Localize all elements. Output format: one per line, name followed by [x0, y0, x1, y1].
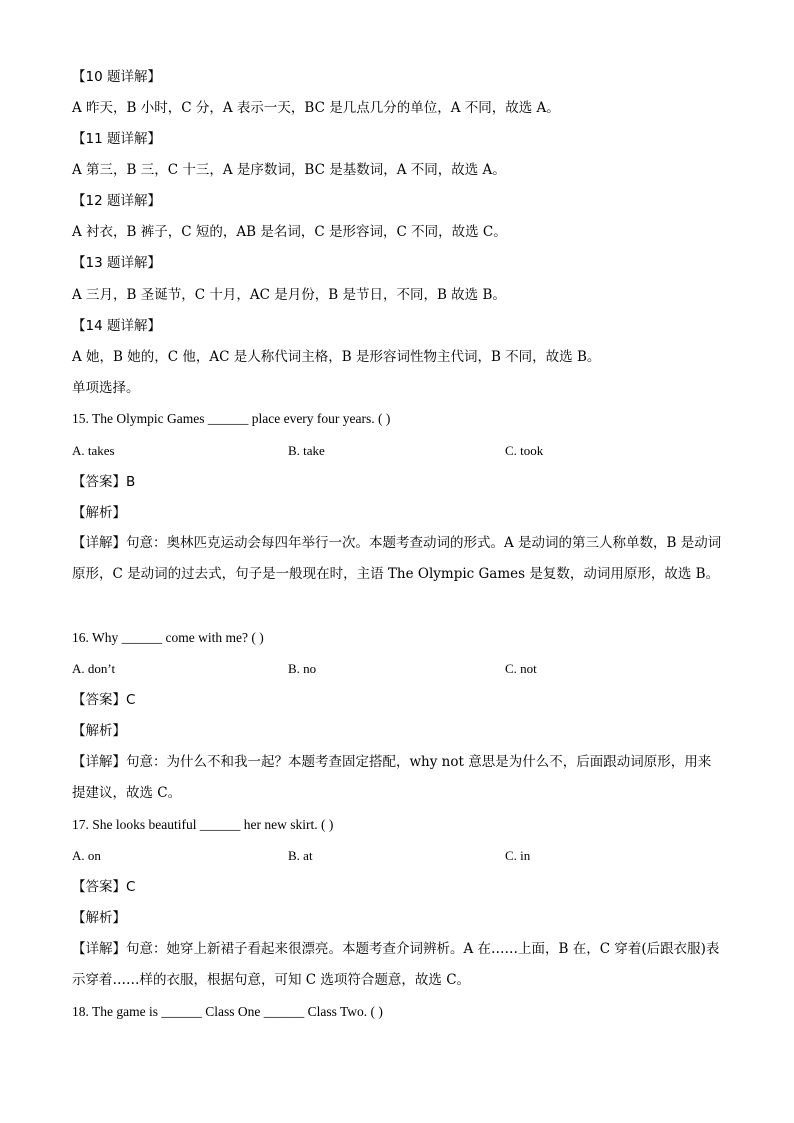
option-a-17: A. on — [72, 848, 101, 863]
section-text-11: A 第三，B 三，C 十三，A 是序数词，BC 是基数词，A 不同，故选 A。 — [72, 162, 506, 178]
answer-15: 【答案】B — [72, 474, 136, 490]
detail-17: 【详解】句意：她穿上新裙子看起来很漂亮。本题考查介词辨析。A 在……上面，B 在，C 穿着(后跟衣服)表示穿着……样的衣服，根据句意，可知 C 选项符合题意，故选 C。 — [72, 941, 720, 988]
section-text-13: A 三月，B 圣诞节，C 十月，AC 是月份，B 是节日，不同，B 故选 B。 — [72, 287, 506, 303]
option-c-15: C. took — [505, 443, 544, 458]
section-header-14: 【14 题详解】 — [72, 318, 161, 334]
section-header-11: 【11 题详解】 — [72, 131, 161, 147]
question-stem-18: 18. The game is ______ Class One ______ Class Two. ( ) — [72, 1004, 383, 1019]
question-stem-15: 15. The Olympic Games ______ place every four years. ( ) — [72, 411, 391, 426]
option-a-15: A. takes — [72, 443, 115, 458]
answer-16: 【答案】C — [72, 692, 136, 708]
single-choice-heading: 单项选择。 — [72, 380, 140, 396]
section-text-10: A 昨天，B 小时，C 分，A 表示一天，BC 是几点几分的单位，A 不同，故选 A。 — [72, 100, 560, 116]
section-text-12: A 衬衣，B 裤子，C 短的，AB 是名词，C 是形容词，C 不同，故选 C。 — [72, 224, 507, 240]
answer-17: 【答案】C — [72, 879, 136, 895]
analysis-header-15: 【解析】 — [72, 505, 126, 521]
option-b-16: B. no — [288, 661, 317, 676]
section-header-13: 【13 题详解】 — [72, 255, 161, 271]
option-c-16: C. not — [505, 661, 537, 676]
option-b-15: B. take — [288, 443, 325, 458]
detail-15: 【详解】句意：奥林匹克运动会每四年举行一次。本题考查动词的形式。A 是动词的第三人称单数，B 是动词原形，C 是动词的过去式，句子是一般现在时，主语 The Olympic Games 是复数，动词用原形，故选 B。 — [72, 535, 722, 582]
section-header-10: 【10 题详解】 — [72, 69, 161, 85]
option-b-17: B. at — [288, 848, 313, 863]
section-text-14: A 她，B 她的，C 他，AC 是人称代词主格，B 是形容词性物主代词，B 不同，故选 B。 — [72, 349, 601, 365]
section-header-12: 【12 题详解】 — [72, 193, 161, 209]
analysis-header-17: 【解析】 — [72, 910, 126, 926]
question-stem-17: 17. She looks beautiful ______ her new skirt. ( ) — [72, 817, 334, 832]
question-stem-16: 16. Why ______ come with me? ( ) — [72, 630, 264, 645]
detail-16: 【详解】句意：为什么不和我一起？本题考查固定搭配，why not 意思是为什么不，后面跟动词原形，用来提建议，故选 C。 — [72, 754, 712, 801]
option-c-17: C. in — [505, 848, 531, 863]
option-a-16: A. don’t — [72, 661, 116, 676]
analysis-header-16: 【解析】 — [72, 723, 126, 739]
